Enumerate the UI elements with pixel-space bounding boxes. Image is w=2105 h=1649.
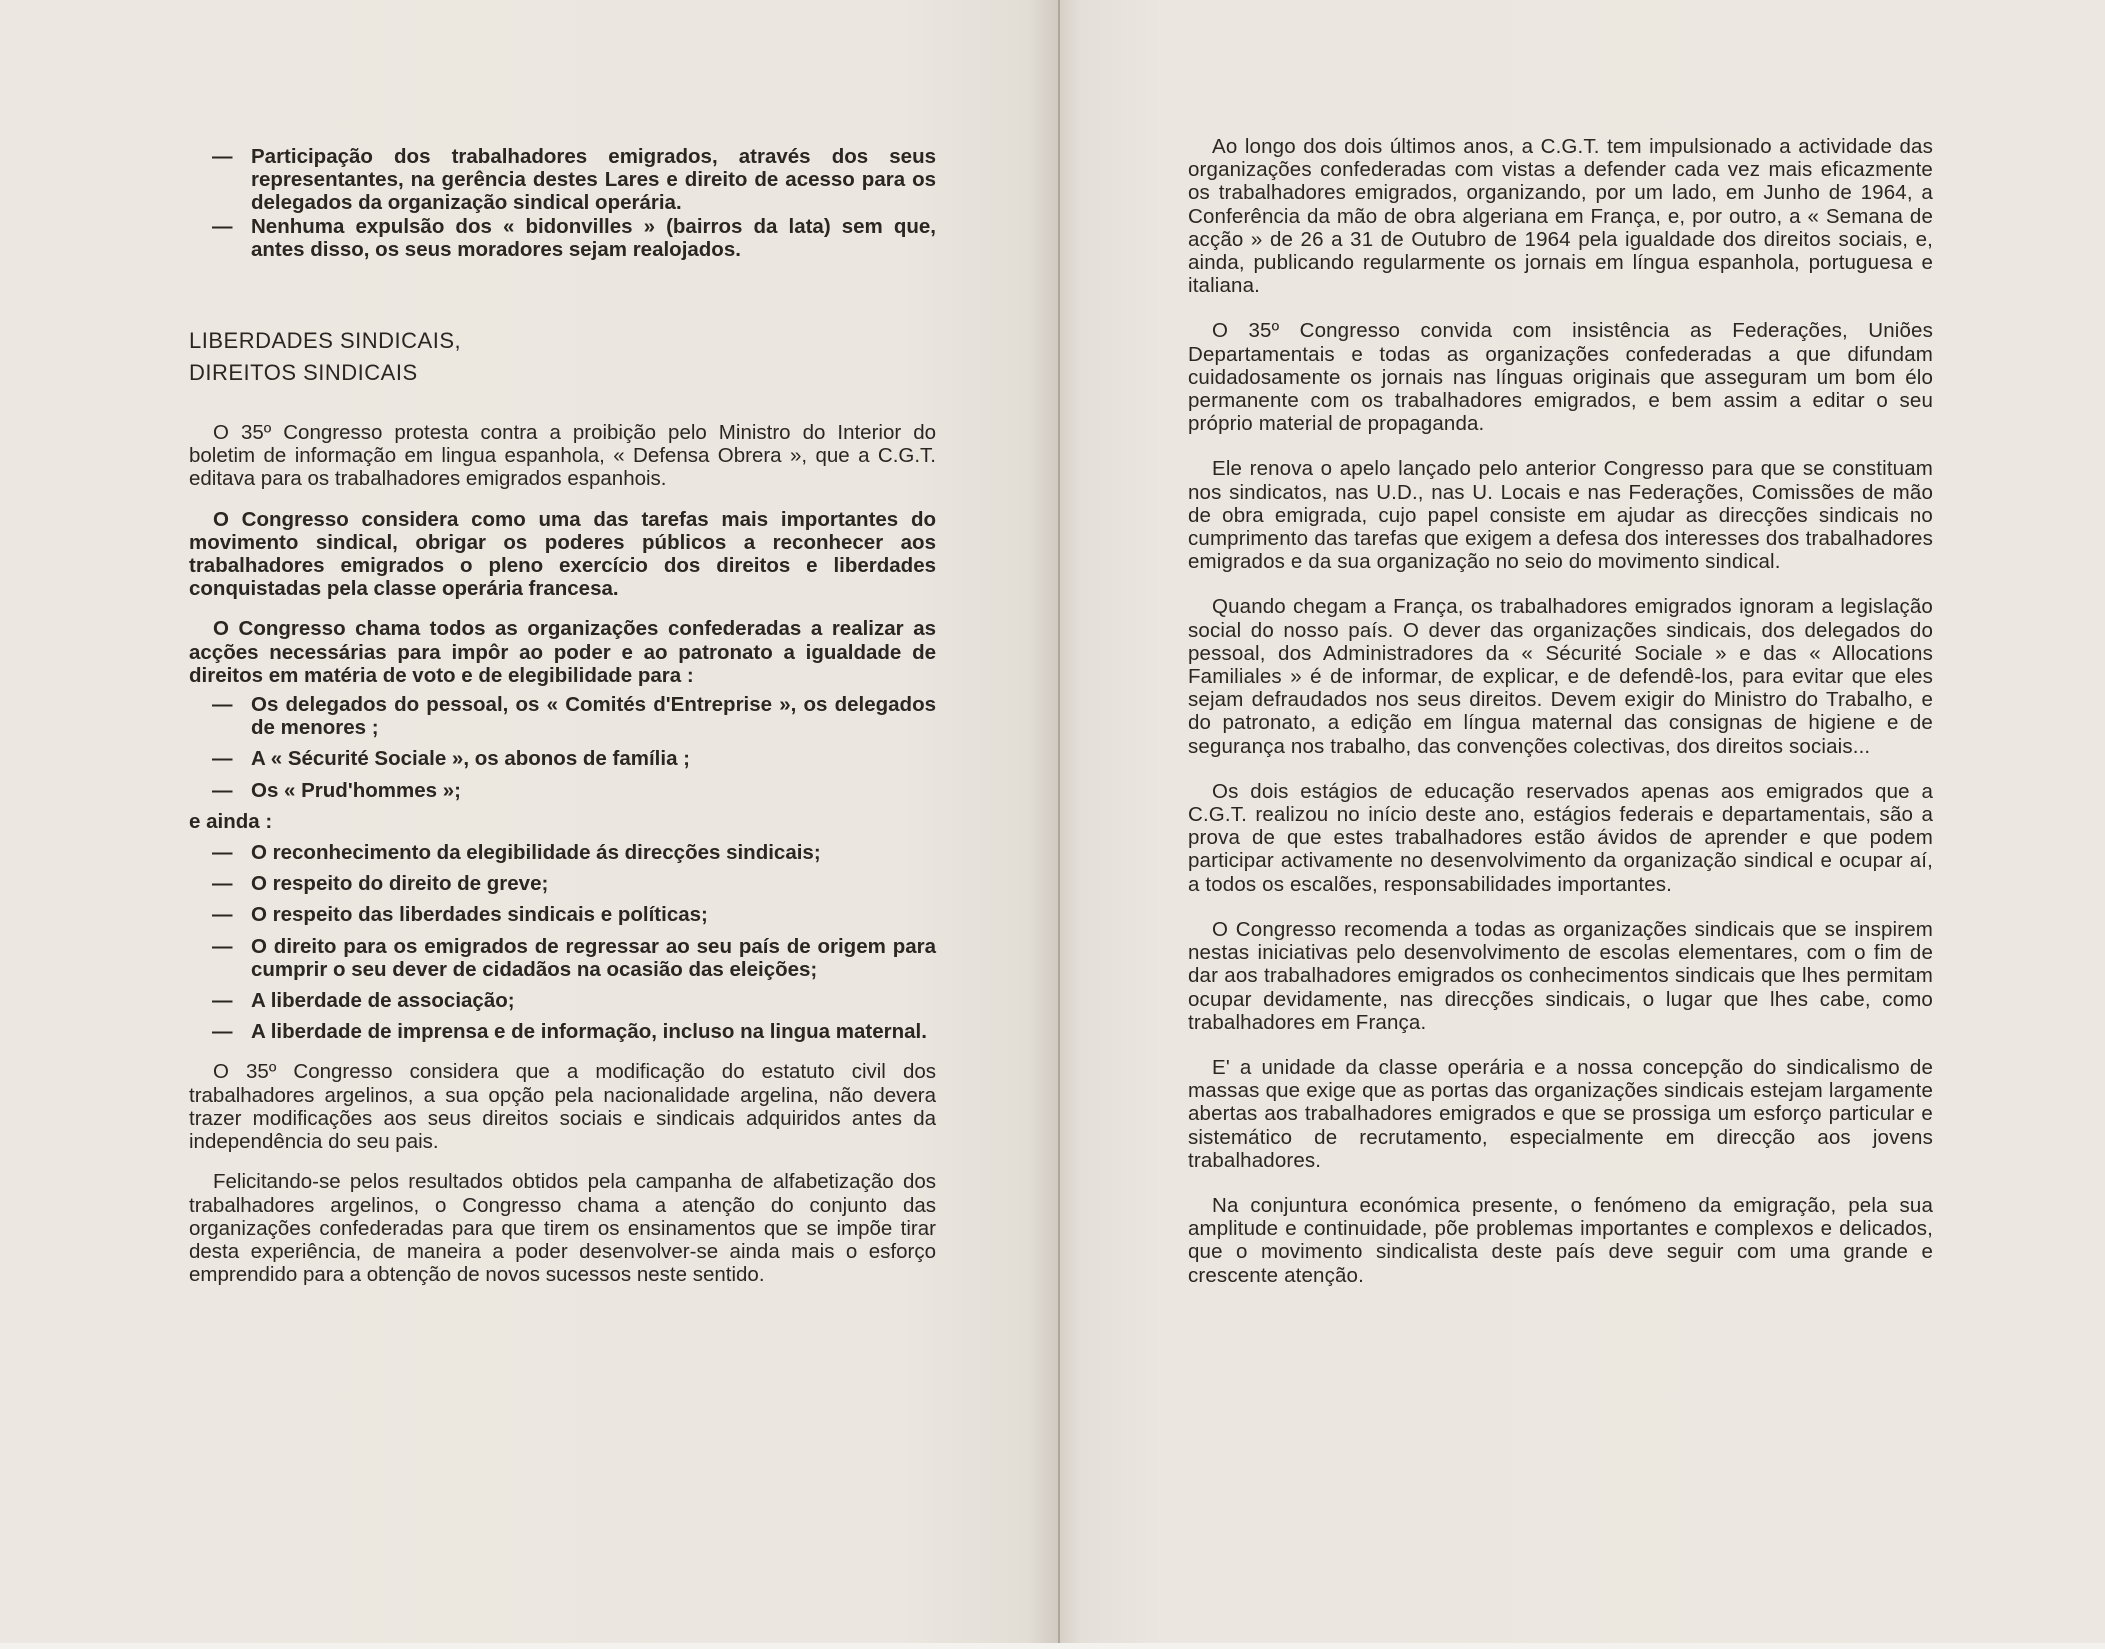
vote-item: — Os delegados do pessoal, os « Comités d'Entreprise », os delegados de menores ; [189, 693, 936, 739]
e-ainda-label: e ainda : [189, 809, 273, 833]
paragraph-literacy: Felicitando-se pelos resultados obtidos pela campanha de alfabetização dos trabalhadores argelinos, o Congresso chama a atenção do conjunto das organizações confederadas para que tirem os ensinamentos que se impõe tirar desta experiência, de maneira a poder desenvolver-se ainda mais o esforço emprendido para a obtenção de novos sucessos neste sentido. [189, 1170, 936, 1287]
vote-item: — A « Sécurité Sociale », os abonos de família ; [189, 747, 936, 770]
bullet-participation: — Participação dos trabalhadores emigrados, através dos seus representantes, na gerência destes Lares e direito de acesso para os delegados da organização sindical operária. [189, 145, 936, 215]
paragraph-social-legislation: Quando chegam a França, os trabalhadores emigrados ignoram a legislação social do nosso país. O dever das organizações sindicais, dos delegados do pessoal, dos Administradores da « Sécurité Sociale » e das « Allocations Familiales » é de informar, de explicar, e de defendê-los, para evitar que eles sejam defraudados nos seus direitos. Devem exigir do Ministro do Trabalho, e do patronato, a edição em língua maternal das consignas de higiene e de segurança nos trabalho, das convenções colectivas, dos direitos sociais... [1188, 595, 1933, 758]
paragraph-commissions: Ele renova o apelo lançado pelo anterior Congresso para que se constituam nos sindicatos, nas U.D., nas U. Locais e nas Federações, Comissões de mão de obra emigrada, cujo papel consiste em ajudar as direcções sindicais no cumprimento das tarefas que exigem a defesa dos interesses dos trabalhadores emigrados e da sua organização no seio do movimento sindical. [1188, 457, 1933, 574]
paragraph-newspapers: O 35º Congresso convida com insistência as Federações, Uniões Departamentais e todas as organizações confederadas a que difundam cuidadosamente os jornais nas línguas originais que asseguram um bom élo permanente com os trabalhadores emigrados, e bem assim a editar o seu próprio material de propaganda. [1188, 319, 1933, 436]
also-item: — O respeito das liberdades sindicais e políticas; [189, 903, 936, 926]
bullet-no-expulsion: — Nenhuma expulsão dos « bidonvilles » (bairros da lata) sem que, antes disso, os seus moradores sejam realojados. [189, 215, 936, 261]
section-heading-line1: LIBERDADES SINDICAIS, [189, 328, 462, 354]
paragraph-cgt-activity: Ao longo dos dois últimos anos, a C.G.T. tem impulsionado a actividade das organizações confederadas com vistas a defender cada vez mais eficazmente os trabalhadores emigrados, organizando, por um lado, em Junho de 1964, a Conferência da mão de obra algeriana em França, e, por outro, a « Semana de acção » de 26 a 31 de Outubro de 1964 pela igualdade dos direitos sociais, e, ainda, publicando regularmente os jornais em língua espanhola, portuguesa e italiana. [1188, 135, 1933, 298]
also-item: — A liberdade de associação; [189, 989, 936, 1012]
also-item: — O reconhecimento da elegibilidade ás direcções sindicais; [189, 841, 936, 864]
paragraph-unity: E' a unidade da classe operária e a nossa concepção do sindicalismo de massas que exige que as portas das organizações sindicais estejam largamente abertas aos trabalhadores emigrados e que se prossiga um esforço particular e sistemático de recrutamento, especialmente em direcção aos jovens trabalhadores. [1188, 1055, 1933, 1172]
also-item: — O direito para os emigrados de regressar ao seu país de origem para cumprir o seu dever de cidadãos na ocasião das eleições; [189, 935, 936, 981]
scan-bottom-edge [0, 1643, 2105, 1649]
section-heading-line2: DIREITOS SINDICAIS [189, 360, 418, 386]
paragraph-education: Os dois estágios de educação reservados apenas aos emigrados que a C.G.T. realizou no início deste ano, estágios federais e departamentais, são a prova de que estes trabalhadores estão ávidos de aprender e que podem participar activamente no desenvolvimento da organização sindical e ocupar aí, a todos os escalões, responsabilidades importantes. [1188, 779, 1933, 896]
paragraph-algerian-status: O 35º Congresso considera que a modificação do estatuto civil dos trabalhadores argelinos, a sua opção pela nacionalidade argelina, não devera trazer modificações aos seus direitos sociais e sindicais adquiridos antes da independência do seu pais. [189, 1060, 936, 1154]
left-column [189, 145, 936, 1286]
right-column [1188, 135, 1933, 1287]
paragraph-tasks: O Congresso considera como uma das tarefas mais importantes do movimento sindical, obrigar os poderes públicos a reconhecer aos trabalhadores emigrados o pleno exercício dos direitos e liberdades conquistadas pela classe operária francesa. [189, 507, 936, 601]
also-item: — O respeito do direito de greve; [189, 872, 936, 895]
paragraph-call: O Congresso chama todos as organizações confederadas a realizar as acções necessárias para impôr ao poder e ao patronato a igualdade de direitos em matéria de voto e de elegibilidade para : [189, 617, 936, 687]
vote-item: — Os « Prud'hommes »; [189, 779, 936, 802]
also-item: — A liberdade de imprensa e de informação, incluso na lingua maternal. [189, 1020, 936, 1043]
right-page [1060, 0, 2105, 1649]
paragraph-schools: O Congresso recomenda a todas as organizações sindicais que se inspirem nestas iniciativas pelo desenvolvimento de escolas elementares, com o fim de dar aos trabalhadores emigrados os conhecimentos sindicais que lhes permitam ocupar devidamente, nas direcções sindicais, o lugar que lhes cabe, como trabalhadores em França. [1188, 917, 1933, 1034]
paragraph-protest: O 35º Congresso protesta contra a proibição pelo Ministro do Interior do boletim de informação em lingua espanhola, « Defensa Obrera », que a C.G.T. editava para os trabalhadores emigrados espanhois. [189, 421, 936, 491]
paragraph-conjuncture: Na conjuntura económica presente, o fenómeno da emigração, pela sua amplitude e continuidade, põe problemas importantes e complexos e delicados, que o movimento sindicalista deste país deve seguir com uma grande e crescente atenção. [1188, 1193, 1933, 1287]
